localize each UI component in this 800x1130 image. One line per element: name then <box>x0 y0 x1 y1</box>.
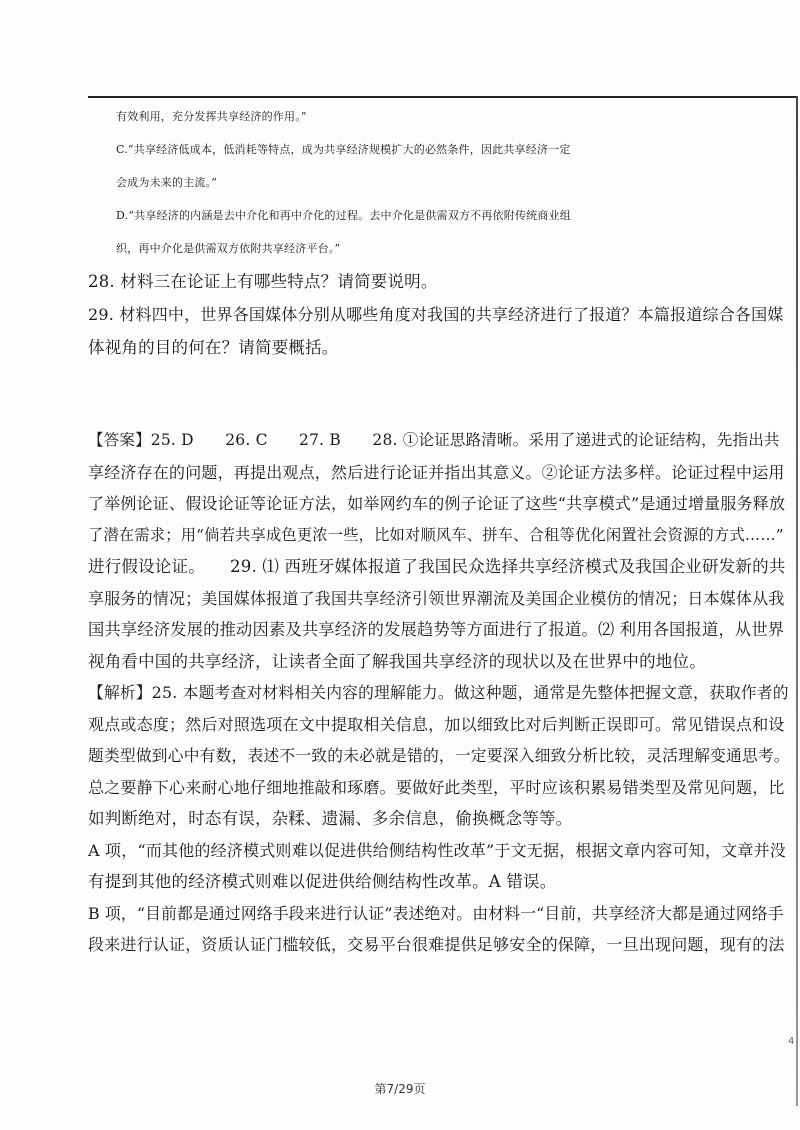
answer-line: 国共享经济发展的推动因素及共享经济的发展趋势等方面进行了报道。⑵ 利用各国报道，从世界 <box>88 620 785 639</box>
answer-line: 享经济存在的问题，再提出观点，然后进行论证并指出其意义。②论证方法多样。论证过程中运用 <box>88 462 785 482</box>
text-line: 织，再中介化是供需双方依附共享经济平台。” <box>116 242 341 255</box>
analysis-line: B 项，“目前都是通过网络手段来进行认证”表述绝对。由材料一“目前，共享经济大都是通过网络手 <box>88 903 784 923</box>
option-c-line: C.“共享经济低成本，低消耗等特点，成为共享经济规模扩大的必然条件，因此共享经济一定 <box>116 143 571 156</box>
page-number-footer: 第7/29页 <box>374 1082 426 1096</box>
answer-heading-line: 【答案】25. D 26. C 27. B 28. ①论证思路清晰。采用了递进式的论证结构，先指出共 <box>88 431 780 449</box>
top-border-line <box>88 96 796 98</box>
analysis-line: 如判断绝对，时态有误，杂糅、遗漏、多余信息，偷换概念等等。 <box>88 809 573 828</box>
edge-mark: 4 <box>788 1036 795 1047</box>
answer-line: 了举例论证、假设论证等论证方法，如举网约车的例子论证了这些“共享模式”是通过增量服务释放 <box>88 494 786 513</box>
answer-line: 进行假设论证。 29. ⑴ 西班牙媒体报道了我国民众选择共享经济模式及我国企业研发新的共 <box>88 557 786 576</box>
analysis-heading-line: 【解析】25. 本题考查对材料相关内容的理解能力。做这种题，通常是先整体把握文意，获取作者的 <box>88 683 789 702</box>
analysis-line: 有提到其他的经济模式则难以促进供给侧结构性改革。A 错误。 <box>88 872 557 891</box>
analysis-line: 题类型做到心中有数，表述不一致的未必就是错的，一定要深入细致分析比较，灵活理解变通思考。 <box>88 746 790 765</box>
analysis-line: 段来进行认证，资质认证门槛较低，交易平台很难提供足够安全的保障，一旦出现问题，现有的法 <box>88 935 785 954</box>
answer-line: 享服务的情况；美国媒体报道了我国共享经济引领世界潮流及美国企业模仿的情况；日本媒体从我 <box>88 588 785 608</box>
answer-section <box>88 425 788 961</box>
answer-line: 视角看中国的共享经济，让读者全面了解我国共享经济的现状以及在世界中的地位。 <box>88 651 706 671</box>
analysis-line: 总之要静下心来耐心地仔细地推敲和琢磨。要做好此类型，平时应该积累易错类型及常见问题，比 <box>88 777 785 797</box>
answer-line: 了潜在需求；用“倘若共享成色更浓一些，比如对顺风车、拼车、合租等优化闲置社会资源的方式……” <box>88 525 784 544</box>
question-29: 29. 材料四中，世界各国媒体分别从哪些角度对我国的共享经济进行了报道？本篇报道综合各国媒 <box>88 305 784 324</box>
question-28: 28. 材料三在论证上有哪些特点？请简要说明。 <box>88 272 438 291</box>
text-line: 体视角的目的何在？请简要概括。 <box>88 338 339 357</box>
question-section <box>88 100 788 364</box>
right-border-line <box>796 96 798 1106</box>
option-d-line: D.“共享经济的内涵是去中介化和再中介化的过程。去中介化是供需双方不再依附传统商业组 <box>116 209 571 222</box>
text-line: 有效利用，充分发挥共享经济的作用。” <box>116 110 307 123</box>
analysis-line: A 项，“而其他的经济模式则难以促进供给侧结构性改革”于文无据，根据文章内容可知，文章并没 <box>88 840 787 860</box>
text-line: 会成为未来的主流。” <box>116 176 218 189</box>
analysis-line: 观点或态度；然后对照选项在文中提取相关信息，加以细致比对后判断正误即可。常见错误点和设 <box>88 714 785 734</box>
